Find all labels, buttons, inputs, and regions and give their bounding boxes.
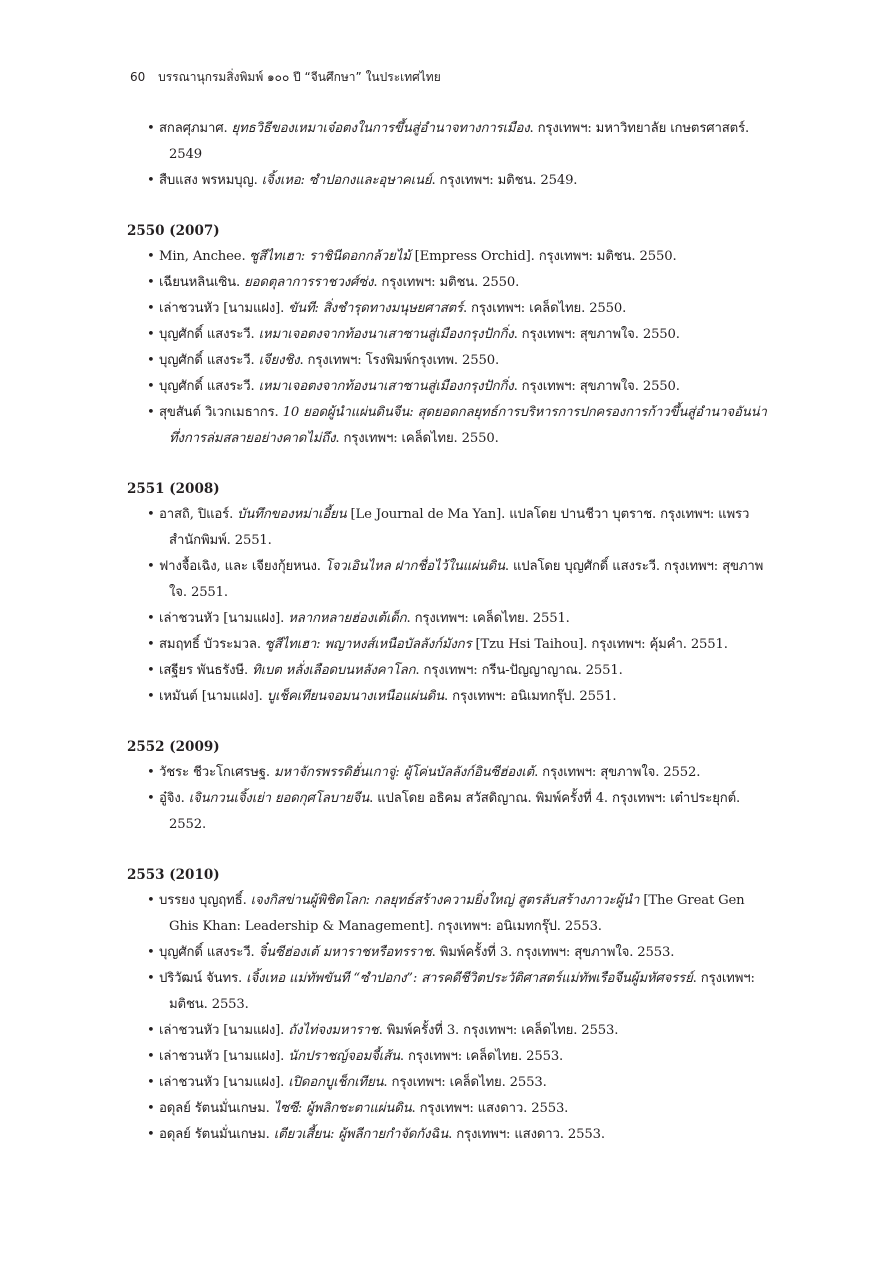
entry-title: ทิเบต หลั่งเลือดบนหลังคาโลก — [252, 663, 416, 678]
entry-publication: . กรุงเทพฯ: เคล็ดไทย. 2553. — [399, 1049, 564, 1064]
entry-author: อดุลย์ รัตนมั่นเกษม. — [159, 1101, 274, 1116]
entry-title: จิ๋นซีฮ่องเต้ มหาราชหรือทรราช — [258, 945, 432, 960]
year-heading: 2552 (2009) — [127, 739, 220, 755]
entry-author: สืบแสง พรหมบุญ. — [159, 173, 262, 188]
page-number: 60 — [130, 70, 146, 84]
running-title: บรรณานุกรมสิ่งพิมพ์ ๑๐๐ ปี “จีนศึกษา” ในประเทศไทย — [158, 70, 441, 84]
entry-author: สุขสันต์ วิเวกเมธากร. — [159, 405, 283, 420]
entry-author: บุญศักดิ์ แสงระวี. — [159, 379, 259, 394]
entry-publication: . แปลโดย อธิคม สวัสดิญาณ. พิมพ์ครั้งที่ 4. กรุงเทพฯ: เต๋าประยุกต์. 2552. — [169, 791, 741, 832]
entry-author: ปริวัฒน์ จันทร. — [159, 971, 247, 986]
bibliography-entry — [127, 554, 767, 606]
bibliography-entry — [127, 244, 767, 270]
bibliography-entry — [127, 1044, 767, 1070]
entry-publication: . กรุงเทพฯ: เคล็ดไทย. 2551. — [406, 611, 570, 626]
entry-publication: . กรุงเทพฯ: แสงดาว. 2553. — [411, 1101, 569, 1116]
entry-author: เหมันต์ [นามแฝง]. — [159, 689, 267, 704]
year-section — [127, 734, 767, 838]
entry-title: ยุทธวิธีของเหมาเจ๋อตงในการขึ้นสู่อำนาจทางการเมือง — [231, 121, 530, 136]
entry-title: หลากหลายฮ่องเต้เด็ก — [288, 611, 407, 626]
entry-publication: . กรุงเทพฯ: มติชน. 2550. — [373, 275, 520, 290]
bibliography-entry — [127, 296, 767, 322]
entry-title: 10 ยอดผู้นำแผ่นดินจีน: สุดยอดกลยุทธ์การบริหารการปกครองการก้าวขึ้นสู่อำนาจอันน่าทึ่งการล่มสลายอย่างคาดไม่ถึง — [169, 405, 767, 446]
entry-title: เจิ้งเหอ แม่ทัพขันที “ซำปอกง”: สารคดีชีวิตประวัติศาสตร์แม่ทัพเรือจีนผู้มหัศจรรย์ — [246, 971, 693, 986]
entry-publication: . กรุงเทพฯ: มหาวิทยาลัย เกษตรศาสตร์. 2549 — [169, 121, 750, 162]
entry-author: เล่าชวนหัว [นามแฝง]. — [159, 301, 289, 316]
entry-publication: [Le Journal de Ma Yan]. แปลโดย ปานชีวา บุตราช. กรุงเทพฯ: แพรว สำนักพิมพ์. 2551. — [169, 507, 750, 548]
entry-publication: . กรุงเทพฯ: เคล็ดไทย. 2553. — [383, 1075, 547, 1090]
entry-publication: . กรุงเทพฯ: โรงพิมพ์กรุงเทพ. 2550. — [299, 353, 499, 368]
entry-author: เฉียนหลินเซิน. — [159, 275, 245, 290]
entry-list — [127, 760, 767, 838]
entry-publication: . กรุงเทพฯ: มติชน. 2553. — [169, 971, 755, 1012]
entry-publication: [The Great Gen Ghis Khan: Leadership & Management]. กรุงเทพฯ: อนิเมทกรุ๊ป. 2553. — [169, 893, 745, 934]
entry-list — [127, 244, 767, 452]
entry-title: ถังไท่จงมหาราช — [288, 1023, 379, 1038]
entry-author: วัชระ ชีวะโกเศรษฐ. — [159, 765, 274, 780]
bibliography-entry — [127, 786, 767, 838]
entry-publication: . กรุงเทพฯ: แสงดาว. 2553. — [448, 1127, 605, 1142]
entry-author: สกลศุภมาศ. — [159, 121, 232, 136]
entry-publication: . กรุงเทพฯ: อนิเมทกรุ๊ป. 2551. — [444, 689, 617, 704]
entry-title: ยอดตุลาการราชวงศ์ซ่ง — [244, 275, 374, 290]
entry-author: Min, Anchee. — [159, 249, 250, 264]
year-heading: 2553 (2010) — [127, 867, 220, 883]
entry-publication: . กรุงเทพฯ: กรีน-ปัญญาญาณ. 2551. — [415, 663, 623, 678]
bibliography-entry — [127, 374, 767, 400]
year-sections — [127, 218, 767, 1148]
entry-author: ฟางจื้อเฉิง, และ เจียงกุ้ยหนง. — [159, 559, 325, 574]
entry-publication: . กรุงเทพฯ: มติชน. 2549. — [431, 173, 578, 188]
year-section — [127, 476, 767, 710]
entry-author: เล่าชวนหัว [นามแฝง]. — [159, 1023, 289, 1038]
entry-title: นักปราชญ์จอมจี้เส้น — [288, 1049, 400, 1064]
entry-publication: . แปลโดย บุญศักดิ์ แสงระวี. กรุงเทพฯ: สุขภาพใจ. 2551. — [169, 559, 764, 600]
entry-title: ซูสีไทเฮา: พญาหงส์เหนือบัลลังก์มังกร — [264, 637, 472, 652]
bibliography-body — [127, 116, 767, 1148]
bibliography-entry — [127, 632, 767, 658]
entry-list — [127, 502, 767, 710]
bibliography-entry — [127, 966, 767, 1018]
entry-title: ซูสีไทเฮา: ราชินีดอกกล้วยไม้ — [249, 249, 411, 264]
entry-author: บุญศักดิ์ แสงระวี. — [159, 327, 259, 342]
bibliography-entry — [127, 760, 767, 786]
bibliography-entry — [127, 1018, 767, 1044]
entry-title: ขันที: สิ่งชำรุดทางมนุษยศาสตร์ — [288, 301, 463, 316]
entry-author: อดุลย์ รัตนมั่นเกษม. — [159, 1127, 274, 1142]
entry-title: บูเช็คเทียนจอมนางเหนือแผ่นดิน — [266, 689, 445, 704]
entry-author: เสฐียร พันธรังษี. — [159, 663, 253, 678]
entry-title: บันทึกของหม่าเอี้ยน — [237, 507, 347, 522]
entry-author: อาสถิ, ปิแอร์. — [159, 507, 238, 522]
bibliography-entry — [127, 322, 767, 348]
bibliography-entry — [127, 1122, 767, 1148]
entry-publication: . กรุงเทพฯ: สุขภาพใจ. 2552. — [534, 765, 701, 780]
bibliography-entry — [127, 1096, 767, 1122]
entry-publication: . กรุงเทพฯ: สุขภาพใจ. 2550. — [513, 327, 680, 342]
entry-title: เจงกิสข่านผู้พิชิตโลก: กลยุทธ์สร้างความยิ่งใหญ่ สูตรลับสร้างภาวะผู้นำ — [250, 893, 640, 908]
entry-title: เหมาเจอตงจากท้องนาเสาซานสู่เมืองกรุงปักกิ่ง — [258, 327, 514, 342]
entry-title: มหาจักรพรรดิฮั่นเกาจู่: ผู้โค่นบัลลังก์อินซีฮ่องเต้ — [274, 765, 535, 780]
bibliography-entry — [127, 270, 767, 296]
bibliography-entry — [127, 684, 767, 710]
bibliography-entry — [127, 116, 767, 168]
entry-author: สมฤทธิ์ บัวระมวล. — [159, 637, 265, 652]
year-heading: 2551 (2008) — [127, 481, 220, 497]
entry-publication: . กรุงเทพฯ: เคล็ดไทย. 2550. — [335, 431, 499, 446]
bibliography-entry — [127, 658, 767, 684]
year-heading: 2550 (2007) — [127, 223, 220, 239]
entry-title: เจินกวนเจิ้งเย่า ยอดกุศโลบายจีน — [188, 791, 370, 806]
bibliography-entry — [127, 348, 767, 374]
year-section — [127, 862, 767, 1148]
entry-list — [127, 888, 767, 1148]
bibliography-entry — [127, 606, 767, 632]
entry-author: เล่าชวนหัว [นามแฝง]. — [159, 611, 289, 626]
continued-entries — [127, 116, 767, 194]
bibliography-entry — [127, 502, 767, 554]
bibliography-entry — [127, 400, 767, 452]
bibliography-entry — [127, 168, 767, 194]
entry-title: โจวเอินไหล ฝากชื่อไว้ในแผ่นดิน — [324, 559, 505, 574]
entry-author: เล่าชวนหัว [นามแฝง]. — [159, 1075, 289, 1090]
entry-publication: [Empress Orchid]. กรุงเทพฯ: มติชน. 2550. — [410, 249, 677, 264]
entry-publication: . กรุงเทพฯ: เคล็ดไทย. 2550. — [462, 301, 627, 316]
entry-publication: [Tzu Hsi Taihou]. กรุงเทพฯ: คุ้มคำ. 2551. — [471, 637, 728, 652]
year-section — [127, 218, 767, 452]
entry-author: อู๋จิง. — [159, 791, 189, 806]
entry-title: เหมาเจอตงจากท้องนาเสาซานสู่เมืองกรุงปักกิ่ง — [258, 379, 514, 394]
bibliography-entry — [127, 888, 767, 940]
entry-title: ไซซี: ผู้พลิกชะตาแผ่นดิน — [273, 1101, 412, 1116]
entry-title: เปิดอกบูเช็กเทียน — [288, 1075, 384, 1090]
running-header — [130, 68, 441, 87]
entry-author: เล่าชวนหัว [นามแฝง]. — [159, 1049, 289, 1064]
entry-title: เตียวเสี้ยน: ผู้พลีกายกำจัดกังฉิน — [273, 1127, 449, 1142]
entry-title: เจียงชิง — [258, 353, 300, 368]
entry-author: บุญศักดิ์ แสงระวี. — [159, 945, 259, 960]
bibliography-entry — [127, 940, 767, 966]
entry-title: เจิ้งเหอ: ซำปอกงและอุษาคเนย์ — [261, 173, 432, 188]
entry-publication: . พิมพ์ครั้งที่ 3. กรุงเทพฯ: สุขภาพใจ. 2553. — [431, 945, 675, 960]
entry-author: บุญศักดิ์ แสงระวี. — [159, 353, 259, 368]
bibliography-entry — [127, 1070, 767, 1096]
entry-publication: . พิมพ์ครั้งที่ 3. กรุงเทพฯ: เคล็ดไทย. 2553. — [378, 1023, 619, 1038]
entry-publication: . กรุงเทพฯ: สุขภาพใจ. 2550. — [513, 379, 680, 394]
entry-author: บรรยง บุญฤทธิ์. — [159, 893, 251, 908]
